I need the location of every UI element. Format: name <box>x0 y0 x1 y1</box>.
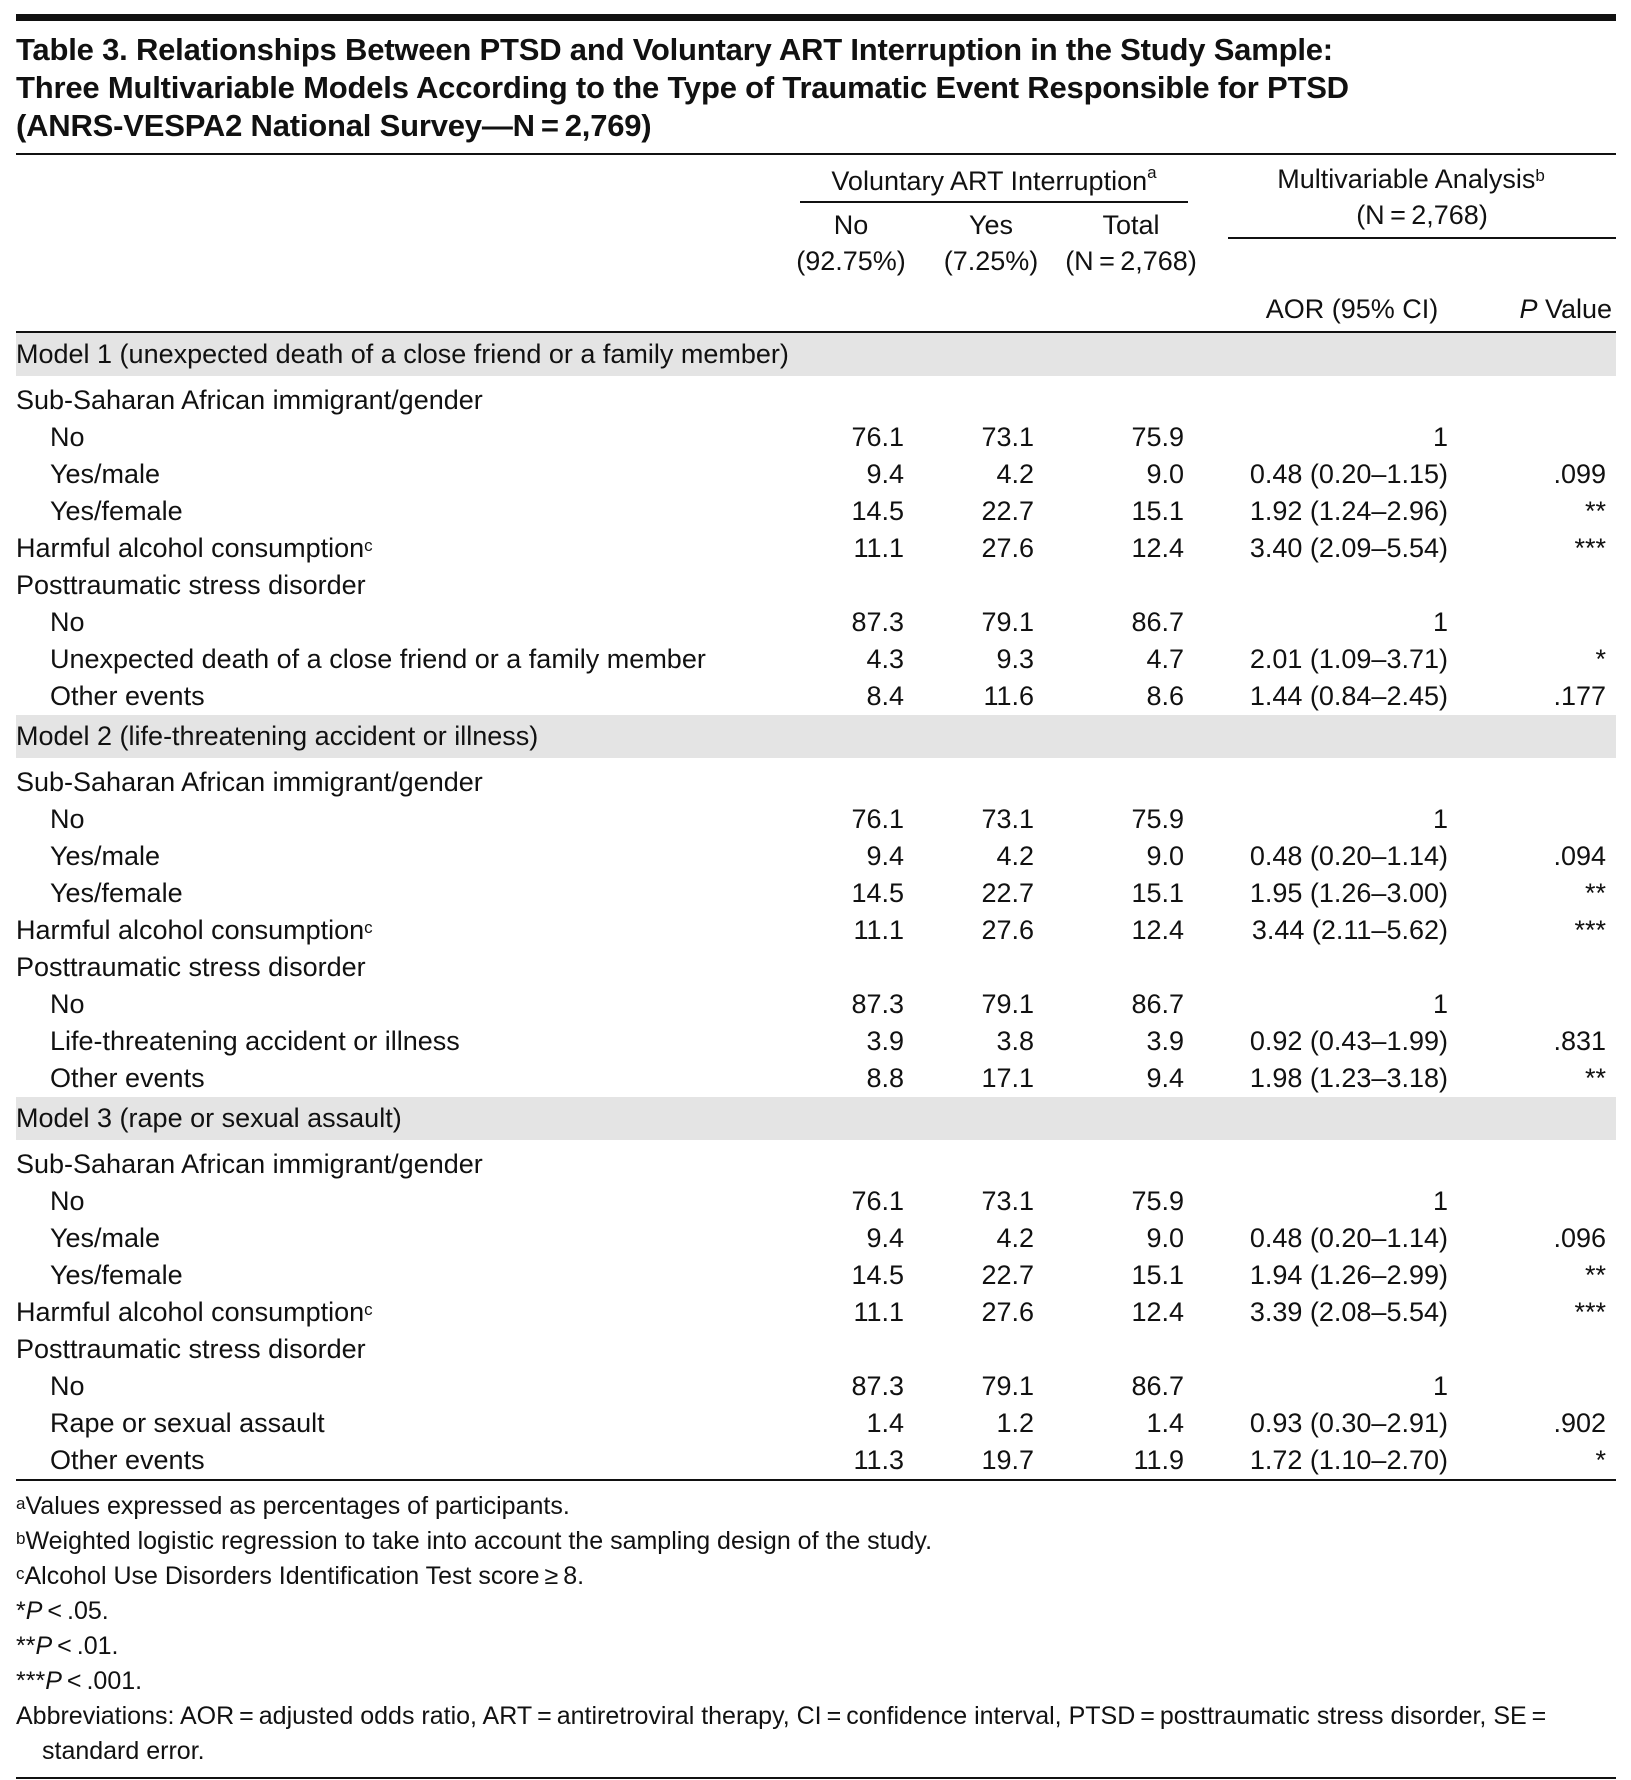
row-label: Yes/female <box>50 878 183 908</box>
cell-yes: 1.2 <box>996 1408 1034 1438</box>
table-row <box>16 678 1616 715</box>
row-label: No <box>50 422 85 452</box>
footnote-b: $^b$Weighted logistic regression to take into account the sampling design of the study. <box>16 1527 933 1555</box>
cell-no: 11.1 <box>853 915 904 945</box>
table-row <box>16 758 1616 801</box>
table-row <box>16 1331 1616 1368</box>
cell-aor: 1.94 (1.26–2.99) <box>1249 1260 1448 1290</box>
cell-yes: 9.3 <box>996 644 1034 674</box>
cell-no: 87.3 <box>851 989 904 1019</box>
cell-p-value: .177 <box>1553 681 1607 711</box>
cell-aor: 3.44 (2.11–5.62) <box>1251 915 1448 945</box>
cell-total: 75.9 <box>1131 422 1184 452</box>
table-row <box>16 1368 1616 1405</box>
header-group2-n: (N = 2,768) <box>1228 197 1616 239</box>
cell-p-value: .831 <box>1553 1026 1607 1056</box>
row-label: Other events <box>16 1442 776 1480</box>
footnotes <box>16 1489 1616 1769</box>
cell-p-value: * <box>1476 1442 1616 1480</box>
cell-aor: 0.48 (0.20–1.14) <box>1249 1223 1448 1253</box>
model-label: Model 1 (unexpected death of a close friend or a family member) <box>16 332 1616 376</box>
row-label: No <box>50 607 85 637</box>
row-label: Life-threatening accident or illness <box>50 1026 460 1056</box>
header-group1-sup: a <box>1147 163 1157 182</box>
cell-total: 12.4 <box>1131 1297 1184 1327</box>
cell-yes: 73.1 <box>981 422 1034 452</box>
cell-yes: 4.2 <box>996 841 1034 871</box>
cell-yes: 79.1 <box>981 1371 1034 1401</box>
row-label: No <box>50 1186 85 1216</box>
cell-p-value: ** <box>1585 878 1607 908</box>
cell-yes: 27.6 <box>981 915 1034 945</box>
cell-yes: 79.1 <box>981 607 1034 637</box>
cell-aor: 2.01 (1.09–3.71) <box>1249 644 1448 674</box>
model-header-row <box>16 1097 1616 1140</box>
cell-total: 1.4 <box>1146 1408 1184 1438</box>
title-line-2: Three Multivariable Models According to the Type of Traumatic Event Responsible for PTSD <box>16 70 1349 105</box>
header-multivariable-analysis <box>1206 154 1616 285</box>
table-row <box>16 1220 1616 1257</box>
cell-p-value <box>1476 567 1616 604</box>
table-row <box>16 1140 1616 1183</box>
table-row <box>16 530 1616 567</box>
model-label: Model 3 (rape or sexual assault) <box>16 1097 1616 1140</box>
cell-yes: 11.6 <box>983 681 1034 711</box>
row-label: Posttraumatic stress disorder <box>16 952 366 982</box>
cell-no: 1.4 <box>866 1408 904 1438</box>
cell-yes: 79.1 <box>981 989 1034 1019</box>
row-label: No <box>50 804 85 834</box>
cell-yes: 73.1 <box>981 1186 1034 1216</box>
cell-total <box>1056 949 1206 986</box>
cell-p-value: *** <box>1574 533 1607 563</box>
row-label: Yes/male <box>50 459 161 489</box>
footnote-abbreviations: Abbreviations: AOR = adjusted odds ratio, ART = antiretroviral therapy, CI = confidence interval, PTSD = posttraumatic stress disorder, SE = standard error. <box>16 1702 1552 1765</box>
header-group1-label: Voluntary ART Interruption <box>831 166 1148 196</box>
cell-total <box>1056 376 1206 419</box>
cell-p-value: .096 <box>1553 1223 1607 1253</box>
row-label: Harmful alcohol consumption$^c$ <box>16 915 373 945</box>
cell-no: 8.4 <box>866 681 904 711</box>
cell-yes <box>926 1140 1056 1183</box>
header-col-p-value: P Value <box>1476 285 1616 332</box>
cell-no: 11.3 <box>776 1442 926 1480</box>
cell-yes: 19.7 <box>926 1442 1056 1480</box>
footnote-star2: **P < .01. <box>16 1632 119 1660</box>
cell-yes: 22.7 <box>981 878 1034 908</box>
cell-no <box>776 758 926 801</box>
table-title <box>16 31 1616 145</box>
cell-p-value <box>1476 1140 1616 1183</box>
cell-yes: 27.6 <box>981 1297 1034 1327</box>
model-header-row <box>16 332 1616 376</box>
cell-total: 15.1 <box>1131 1260 1184 1290</box>
footnote-star1: *P < .05. <box>16 1597 109 1625</box>
header-col-total: Total (N = 2,768) <box>1065 210 1197 276</box>
footnote-c: $^c$Alcohol Use Disorders Identification Test score ≥ 8. <box>16 1562 585 1590</box>
row-label: Yes/male <box>50 1223 161 1253</box>
header-blank <box>16 154 776 207</box>
cell-no: 76.1 <box>851 422 904 452</box>
cell-p-value <box>1476 949 1616 986</box>
footnote-marker: c <box>364 536 373 555</box>
cell-yes <box>926 567 1056 604</box>
model-header-row <box>16 715 1616 758</box>
cell-aor: 1.98 (1.23–3.18) <box>1249 1063 1448 1093</box>
table-row <box>16 604 1616 641</box>
header-group2-sup: b <box>1535 166 1545 185</box>
cell-no <box>776 1331 926 1368</box>
table-row <box>16 376 1616 419</box>
title-line-3: (ANRS-VESPA2 National Survey—N = 2,769) <box>16 108 652 143</box>
cell-yes: 27.6 <box>981 533 1034 563</box>
cell-yes <box>926 758 1056 801</box>
top-rule <box>16 14 1616 21</box>
table-row <box>16 949 1616 986</box>
table-row <box>16 456 1616 493</box>
table-document <box>16 14 1616 1779</box>
model-label: Model 2 (life-threatening accident or illness) <box>16 715 1616 758</box>
cell-yes: 17.1 <box>981 1063 1034 1093</box>
header-voluntary-art-interruption <box>776 154 1206 207</box>
cell-yes: 3.8 <box>996 1026 1034 1056</box>
cell-aor: 1.92 (1.24–2.96) <box>1249 496 1448 526</box>
data-table <box>16 153 1616 1481</box>
table-row <box>16 986 1616 1023</box>
cell-aor: 0.48 (0.20–1.14) <box>1249 841 1448 871</box>
cell-aor: 1 <box>1432 1371 1448 1401</box>
table-row <box>16 1060 1616 1097</box>
cell-total: 86.7 <box>1131 1371 1184 1401</box>
cell-p-value <box>1476 1368 1616 1405</box>
row-label: Other events <box>50 681 205 711</box>
cell-aor: 0.93 (0.30–2.91) <box>1249 1408 1448 1438</box>
cell-no: 4.3 <box>866 644 904 674</box>
row-label: Harmful alcohol consumption$^c$ <box>16 533 373 563</box>
cell-aor: 1 <box>1432 607 1448 637</box>
footnote-a: $^a$Values expressed as percentages of participants. <box>16 1492 570 1520</box>
table-row <box>16 875 1616 912</box>
cell-yes: 4.2 <box>996 1223 1034 1253</box>
table-row <box>16 1294 1616 1331</box>
cell-p-value <box>1476 801 1616 838</box>
row-label: Yes/female <box>50 1260 183 1290</box>
table-row <box>16 1023 1616 1060</box>
cell-total: 75.9 <box>1131 804 1184 834</box>
cell-p-value: *** <box>1574 1297 1607 1327</box>
cell-total: 3.9 <box>1146 1026 1184 1056</box>
cell-p-value: ** <box>1585 1260 1607 1290</box>
title-line-1: Table 3. Relationships Between PTSD and Voluntary ART Interruption in the Study Sample: <box>16 32 1333 67</box>
cell-aor <box>1206 1140 1476 1183</box>
cell-aor: 0.48 (0.20–1.15) <box>1249 459 1448 489</box>
cell-total: 9.0 <box>1146 459 1184 489</box>
cell-aor: 1 <box>1432 804 1448 834</box>
cell-p-value <box>1476 758 1616 801</box>
cell-no: 14.5 <box>851 878 904 908</box>
table-row <box>16 838 1616 875</box>
cell-aor: 1.95 (1.26–3.00) <box>1249 878 1448 908</box>
cell-total: 15.1 <box>1131 496 1184 526</box>
cell-no: 9.4 <box>866 459 904 489</box>
cell-aor: 0.92 (0.43–1.99) <box>1249 1026 1448 1056</box>
cell-total: 9.4 <box>1146 1063 1184 1093</box>
cell-no: 76.1 <box>851 804 904 834</box>
table-row <box>16 1257 1616 1294</box>
footnote-marker: c <box>364 1300 373 1319</box>
cell-aor: 1.44 (0.84–2.45) <box>1249 681 1448 711</box>
cell-aor: 1 <box>1432 989 1448 1019</box>
cell-total: 86.7 <box>1131 607 1184 637</box>
cell-no <box>776 1140 926 1183</box>
table-row <box>16 801 1616 838</box>
footnote-marker: c <box>364 918 373 937</box>
cell-aor <box>1206 758 1476 801</box>
header-group2-label: Multivariable Analysis <box>1277 164 1536 194</box>
cell-aor <box>1206 949 1476 986</box>
cell-p-value <box>1476 419 1616 456</box>
cell-p-value: ** <box>1585 496 1607 526</box>
cell-aor: 1.72 (1.10–2.70) <box>1206 1442 1476 1480</box>
cell-total: 11.9 <box>1056 1442 1206 1480</box>
cell-yes: 22.7 <box>981 496 1034 526</box>
cell-total: 12.4 <box>1131 533 1184 563</box>
cell-total: 9.0 <box>1146 1223 1184 1253</box>
cell-p-value: .902 <box>1553 1408 1607 1438</box>
table-row <box>16 419 1616 456</box>
cell-no: 11.1 <box>853 533 904 563</box>
table-body <box>16 332 1616 1480</box>
cell-aor: 3.40 (2.09–5.54) <box>1249 533 1448 563</box>
cell-aor <box>1206 1331 1476 1368</box>
cell-total: 9.0 <box>1146 841 1184 871</box>
cell-total: 4.7 <box>1146 644 1184 674</box>
cell-aor: 1 <box>1432 1186 1448 1216</box>
row-label: Posttraumatic stress disorder <box>16 1334 366 1364</box>
cell-total: 15.1 <box>1131 878 1184 908</box>
row-label: Sub-Saharan African immigrant/gender <box>16 767 483 797</box>
header-col-aor: AOR (95% CI) <box>1206 285 1476 332</box>
cell-yes: 4.2 <box>996 459 1034 489</box>
cell-p-value <box>1476 1331 1616 1368</box>
cell-aor <box>1206 376 1476 419</box>
table-row <box>16 493 1616 530</box>
footnote-star3: ***P < .001. <box>16 1667 143 1695</box>
cell-total: 86.7 <box>1131 989 1184 1019</box>
cell-yes <box>926 376 1056 419</box>
cell-no: 8.8 <box>866 1063 904 1093</box>
cell-aor: 3.39 (2.08–5.54) <box>1249 1297 1448 1327</box>
cell-p-value: *** <box>1574 915 1607 945</box>
cell-yes: 22.7 <box>981 1260 1034 1290</box>
header-col-yes: Yes (7.25%) <box>943 210 1039 276</box>
cell-total: 12.4 <box>1131 915 1184 945</box>
cell-no: 87.3 <box>851 1371 904 1401</box>
table-row <box>16 1442 1616 1480</box>
row-label: Other events <box>50 1063 205 1093</box>
cell-total <box>1056 567 1206 604</box>
bottom-rule <box>16 1777 1616 1779</box>
cell-p-value <box>1476 986 1616 1023</box>
row-label: No <box>50 1371 85 1401</box>
header-col-no: No (92.75%) <box>796 210 906 276</box>
cell-p-value: .094 <box>1553 841 1607 871</box>
row-label: Sub-Saharan African immigrant/gender <box>16 385 483 415</box>
cell-no: 14.5 <box>851 496 904 526</box>
cell-yes <box>926 949 1056 986</box>
table-row <box>16 912 1616 949</box>
table-row <box>16 641 1616 678</box>
cell-p-value <box>1476 604 1616 641</box>
cell-aor <box>1206 567 1476 604</box>
row-label: Sub-Saharan African immigrant/gender <box>16 1149 483 1179</box>
cell-aor: 1 <box>1432 422 1448 452</box>
cell-p-value <box>1476 1183 1616 1220</box>
cell-no: 14.5 <box>851 1260 904 1290</box>
cell-total <box>1056 1331 1206 1368</box>
cell-no: 9.4 <box>866 1223 904 1253</box>
cell-no: 76.1 <box>851 1186 904 1216</box>
cell-total <box>1056 758 1206 801</box>
cell-p-value <box>1476 376 1616 419</box>
cell-no: 3.9 <box>866 1026 904 1056</box>
row-label: Yes/female <box>50 496 183 526</box>
cell-no <box>776 376 926 419</box>
cell-no: 87.3 <box>851 607 904 637</box>
row-label: No <box>50 989 85 1019</box>
cell-p-value: * <box>1595 644 1607 674</box>
row-label: Posttraumatic stress disorder <box>16 570 366 600</box>
table-row <box>16 1405 1616 1442</box>
cell-no: 9.4 <box>866 841 904 871</box>
cell-p-value: .099 <box>1553 459 1607 489</box>
table-row <box>16 1183 1616 1220</box>
cell-yes: 73.1 <box>981 804 1034 834</box>
cell-total: 75.9 <box>1131 1186 1184 1216</box>
table-row <box>16 567 1616 604</box>
row-label: Harmful alcohol consumption$^c$ <box>16 1297 373 1327</box>
cell-no <box>776 567 926 604</box>
cell-no: 11.1 <box>853 1297 904 1327</box>
cell-total <box>1056 1140 1206 1183</box>
table-header <box>16 154 1616 332</box>
cell-p-value: ** <box>1585 1063 1607 1093</box>
row-label: Unexpected death of a close friend or a family member <box>50 644 706 674</box>
cell-no <box>776 949 926 986</box>
cell-yes <box>926 1331 1056 1368</box>
cell-total: 8.6 <box>1146 681 1184 711</box>
row-label: Yes/male <box>50 841 161 871</box>
row-label: Rape or sexual assault <box>50 1408 325 1438</box>
